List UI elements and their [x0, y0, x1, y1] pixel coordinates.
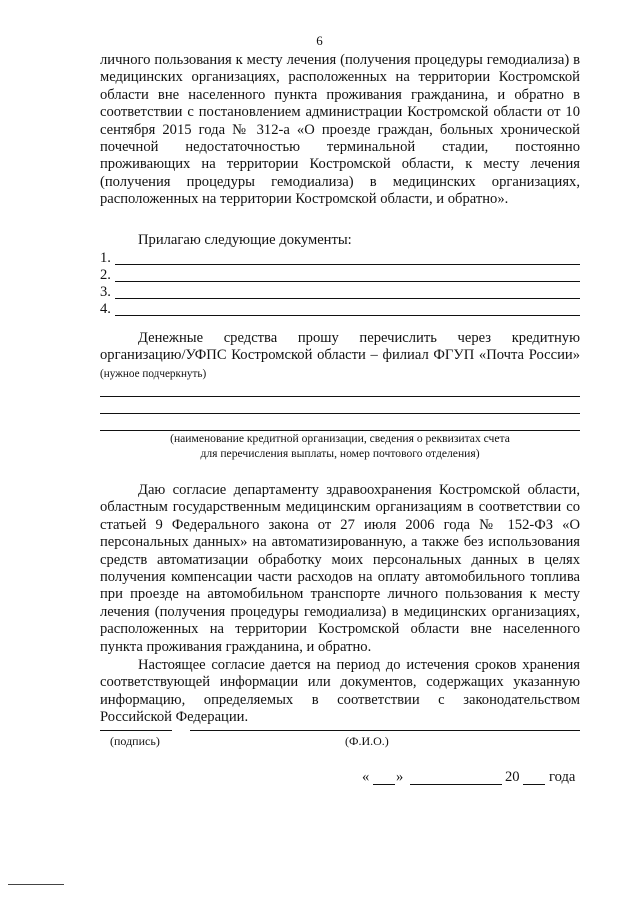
date-field	[362, 769, 580, 787]
payment-text: Денежные средства прошу перечислить через кредитную организацию/УФПС Костромской области – филиал ФГУП «Почта России»	[100, 330, 580, 364]
document-number: 1.	[100, 250, 111, 266]
bank-fill-line-2	[100, 413, 580, 414]
document-line-4	[100, 301, 580, 318]
consent-paragraph: Даю согласие департаменту здравоохранения Костромской области, областным государственным медицинским организациям в соответствии со статьей 9 Федерального закона от 27 июля 2006 года № 152-ФЗ «О персональных данных» на автоматизированную, а также без использования средств автоматизации обработку моих персональных данных в целях получения компенсации части расходов на оплату автомобильного топлива при проезде на автомобильном транспорте личного пользования к месту лечения (получения процедуры гемодиализа) в медицинских организациях, расположенных на территории Костромской области вне населенного пункта проживания гражданина, и обратно.	[100, 482, 580, 655]
fill-line	[115, 315, 580, 316]
consent-period-paragraph: Настоящее согласие дается на период до истечения сроков хранения соответствующей информации или документов, содержащих указанную информацию, определяемых в соответствии с законодательством Российской Федерации.	[100, 657, 580, 726]
date-year-word: года	[549, 769, 576, 785]
signature-line	[100, 730, 172, 731]
fill-line	[115, 298, 580, 299]
bank-caption-line-1: (наименование кредитной организации, сведения о реквизитах счета	[170, 432, 510, 445]
document-line-2	[100, 267, 580, 284]
document-number: 4.	[100, 301, 111, 317]
year-blank	[523, 784, 545, 785]
bank-caption-line-2: для перечисления выплаты, номер почтового отделения)	[200, 447, 480, 460]
date-close-quote: »	[396, 769, 404, 785]
footer-divider	[8, 884, 64, 885]
name-label: (Ф.И.О.)	[345, 734, 389, 748]
day-blank	[373, 784, 395, 785]
fill-line	[115, 281, 580, 282]
document-line-3	[100, 284, 580, 301]
document-line-1	[100, 250, 580, 267]
date-open-quote: «	[362, 769, 370, 785]
signature-label: (подпись)	[110, 734, 160, 748]
name-line	[190, 730, 580, 731]
document-number: 2.	[100, 267, 111, 283]
month-blank	[410, 784, 502, 785]
intro-paragraph: личного пользования к месту лечения (получения процедуры гемодиализа) в медицинских организациях, расположенных на территории Костромской области вне населенного пункта проживания гражданина, и обратно в соответствии с постановлением администрации Костромской области от 10 сентября 2015 года № 312-а «О проезде граждан, больных хронической почечной недостаточностью терминальной стадии, постоянно проживающих на территории Костромской области, к месту лечения (получения процедуры гемодиализа) в медицинских организациях, расположенных на территории Костромской области, и обратно».	[100, 52, 580, 208]
bank-fill-line-1	[100, 396, 580, 397]
payment-note: (нужное подчеркнуть)	[100, 367, 207, 380]
fill-line	[115, 264, 580, 265]
documents-label: Прилагаю следующие документы:	[138, 232, 352, 248]
date-century: 20	[505, 769, 520, 785]
payment-paragraph	[100, 330, 580, 383]
page-number: 6	[316, 33, 323, 48]
bank-caption	[100, 431, 580, 461]
document-number: 3.	[100, 284, 111, 300]
